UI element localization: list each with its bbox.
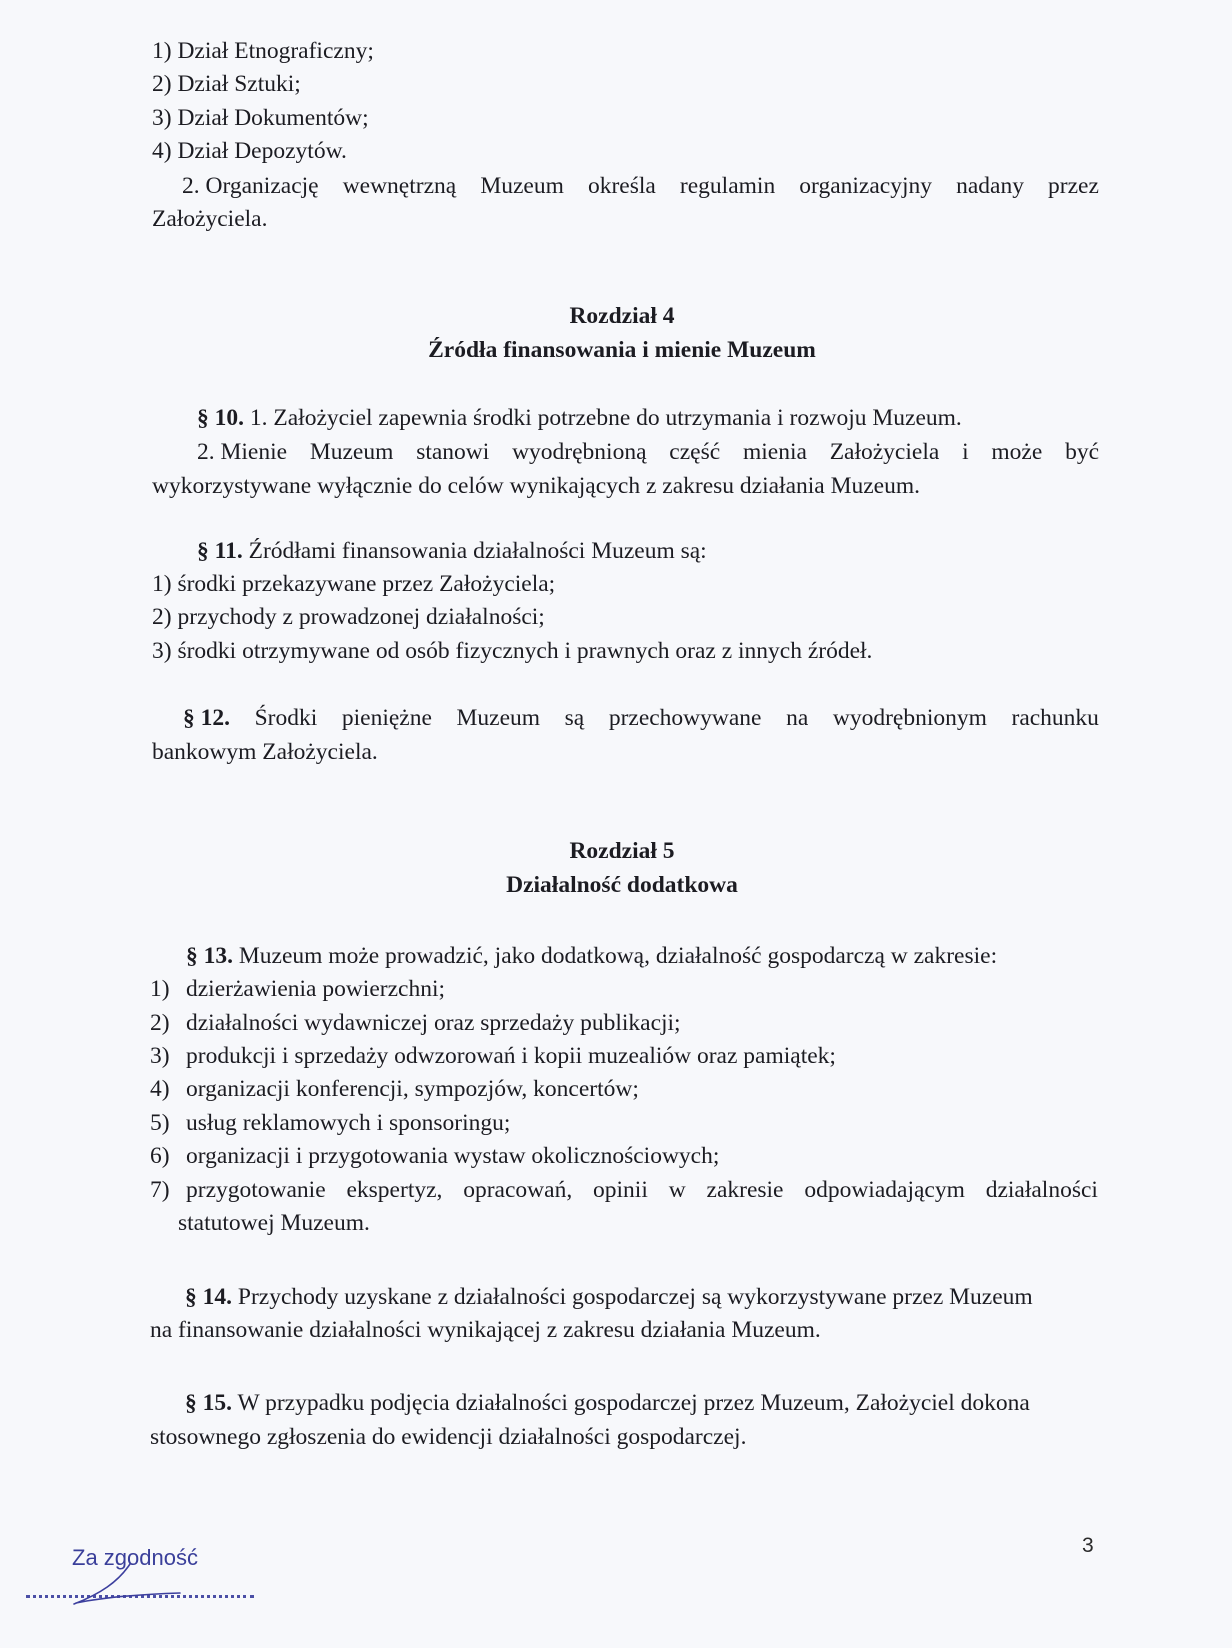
list-item: 3) produkcji i sprzedaży odwzorowań i kopii muzealiów oraz pamiątek;: [150, 1043, 836, 1069]
list-item: 6) organizacji i przygotowania wystaw okolicznościowych;: [150, 1143, 720, 1169]
chapter-5-title: Rozdział 5: [569, 838, 675, 864]
certification-stamp: Za zgodność: [72, 1545, 198, 1570]
signature-mark: [60, 1560, 190, 1610]
section-10-line3: wykorzystywane wyłącznie do celów wynikających z zakresu działania Muzeum.: [152, 473, 921, 499]
section-12-line1: § 12. Środki pieniężne Muzeum są przechowywane na wyodrębnionym rachunku: [183, 705, 1099, 731]
section-15-line1: § 15. W przypadku podjęcia działalności gospodarczej przez Muzeum, Założyciel dokona: [185, 1390, 1030, 1416]
section-10-line1: § 10. 1. Założyciel zapewnia środki potrzebne do utrzymania i rozwoju Muzeum.: [197, 405, 962, 431]
section-10-line2: 2. Mienie Muzeum stanowi wyodrębnioną część mienia Założyciela i może być: [197, 439, 1099, 465]
chapter-4-title: Rozdział 4: [569, 303, 675, 329]
list-item: 2) działalności wydawniczej oraz sprzedaży publikacji;: [150, 1010, 681, 1036]
section-14-line1: § 14. Przychody uzyskane z działalności gospodarczej są wykorzystywane przez Muzeum: [185, 1284, 1033, 1310]
list-item: 4) Dział Depozytów.: [152, 138, 347, 164]
paragraph-organization: 2. Organizację wewnętrzną Muzeum określa regulamin organizacyjny nadany przez: [182, 173, 1099, 199]
list-item: 3) środki otrzymywane od osób fizycznych i prawnych oraz z innych źródeł.: [152, 638, 873, 664]
list-item-continuation: statutowej Muzeum.: [178, 1210, 370, 1236]
chapter-4-subtitle: Źródła finansowania i mienie Muzeum: [428, 337, 816, 363]
chapter-5-subtitle: Działalność dodatkowa: [506, 872, 738, 898]
list-item: 1) środki przekazywane przez Założyciela;: [152, 571, 556, 597]
list-item: 2) Dział Sztuki;: [152, 71, 301, 97]
list-item: 1) dzierżawienia powierzchni;: [150, 976, 446, 1002]
list-item: 1) Dział Etnograficzny;: [152, 38, 374, 64]
list-item: 3) Dział Dokumentów;: [152, 105, 369, 131]
section-15-line2: stosownego zgłoszenia do ewidencji działalności gospodarczej.: [150, 1424, 747, 1450]
list-item: 7) przygotowanie ekspertyz, opracowań, opinii w zakresie odpowiadającym działalności: [150, 1177, 1098, 1203]
section-11-intro: § 11. Źródłami finansowania działalności Muzeum są:: [197, 538, 707, 564]
list-item: 5) usług reklamowych i sponsoringu;: [150, 1110, 511, 1136]
section-12-line2: bankowym Założyciela.: [152, 739, 378, 765]
paragraph-organization-end: Założyciela.: [152, 206, 268, 232]
page-number: 3: [1082, 1534, 1094, 1557]
list-item: 2) przychody z prowadzonej działalności;: [152, 604, 545, 630]
section-14-line2: na finansowanie działalności wynikającej z zakresu działania Muzeum.: [150, 1317, 821, 1343]
list-item: 4) organizacji konferencji, sympozjów, koncertów;: [150, 1076, 639, 1102]
section-13-intro: § 13. Muzeum może prowadzić, jako dodatkową, działalność gospodarczą w zakresie:: [186, 943, 998, 969]
